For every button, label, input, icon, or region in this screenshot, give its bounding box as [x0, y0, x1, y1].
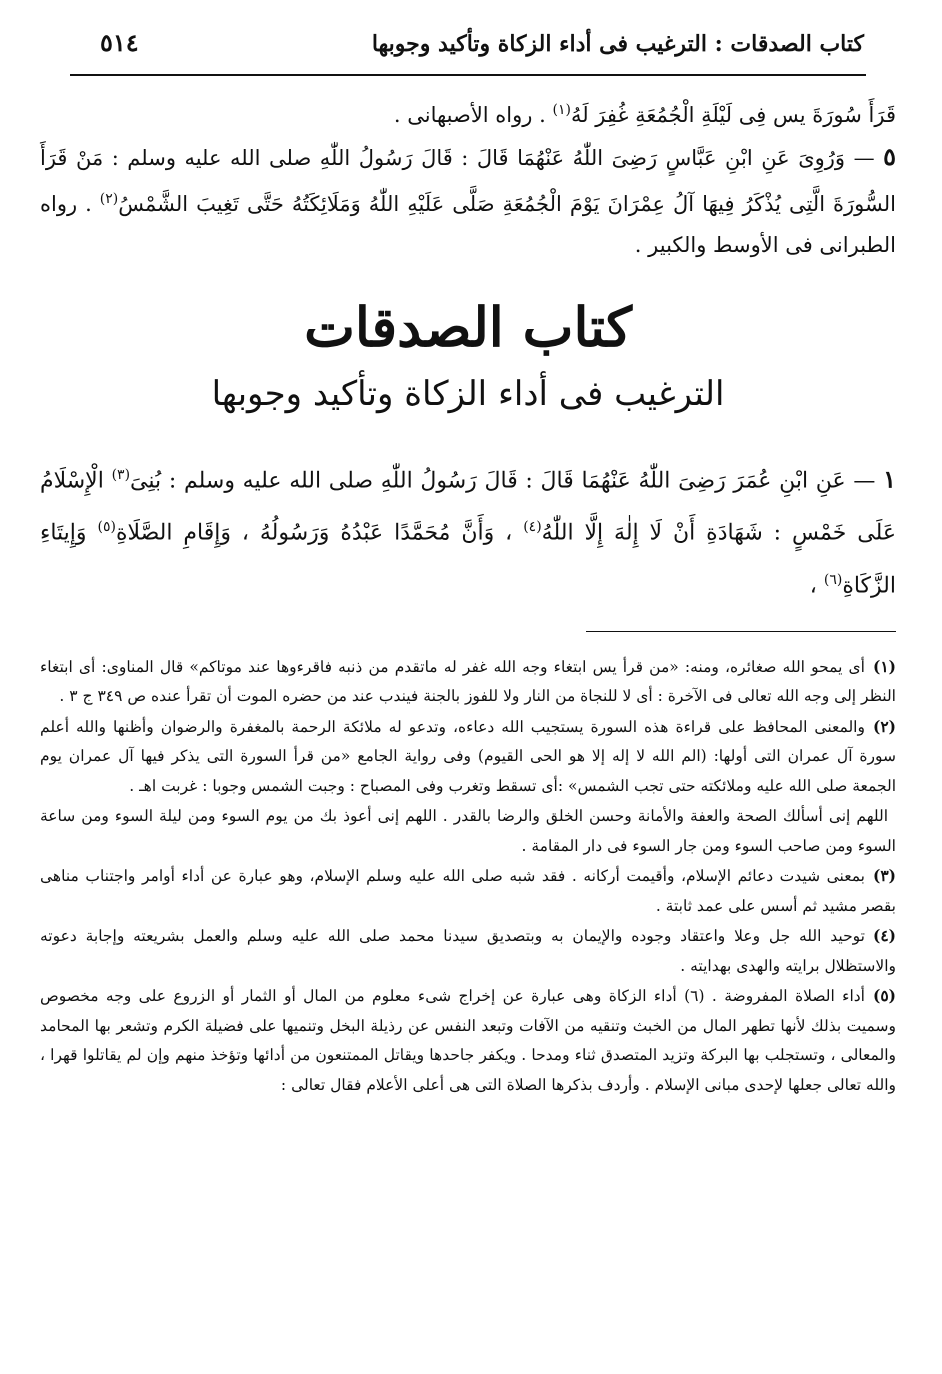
carryover-paragraph: [40, 90, 896, 136]
footnote-ref-3: (٣): [111, 467, 131, 483]
hadith-1-paragraph: [40, 452, 896, 609]
hadith-1-part3: ، وَأَنَّ مُحَمَّدًا عَبْدُهُ وَرَسُولُهُ ، وَإِقَامِ الصَّلَاةِ: [115, 520, 513, 546]
hadith-1-part1: — عَنِ ابْنِ عُمَرَ رَضِىَ اللّٰهُ عَنْهُمَا قَالَ : قَالَ رَسُولُ اللّٰهِ صلى الله عليه وسلم : بُنِىَ: [130, 468, 876, 494]
footnote-rule: [586, 631, 896, 632]
footnote-text: اللهم إنى أسألك الصحة والعفة والأمانة وحسن الخلق والرضا بالقدر . اللهم إنى أعوذ بك من يوم السوء ومن ليلة السوء ومن ساعة السوء ومن صاحب السوء ومن جار السوء فى دار المقامة .: [40, 807, 896, 855]
footnote-ref-6: (٦): [823, 571, 843, 588]
running-head: [40, 28, 896, 74]
hadith-1-part5: ،: [809, 572, 817, 598]
footnote: [40, 861, 896, 921]
footnote-ref-5: (٥): [97, 519, 116, 536]
footnote-key: (٢): [872, 716, 896, 736]
carryover-tail: . رواه الأصبهانى .: [393, 103, 546, 127]
footnote-text: أى يمحو الله صغائره، ومنه: «من قرأ يس ابتغاء وجه الله غفر له ماتقدم من ذنبه فاقرءوها عند موتاكم» قال المناوى: أى ابتغاء النظر إلى وجه الله تعالى فى الآخرة : أى لا للنجاة من النار ولا للفوز بالجنة فيندب عند من حضره الموت أن تقرأ عنده ص ٣٤٩ ج ٣ .: [40, 657, 896, 706]
footnote: [40, 801, 896, 861]
footnote-ref-1: (١): [552, 102, 571, 118]
footnote-ref-2: (٢): [99, 191, 119, 207]
hadith-5-number: ٥: [883, 142, 896, 171]
hadith-5-tail: . رواه الطبرانى فى الأوسط والكبير .: [40, 192, 896, 257]
hadith-1-number: ١: [883, 464, 897, 494]
footnote-text: توحيد الله جل وعلا واعتقاد وجوده والإيمان به وبتصديق سيدنا محمد صلى الله عليه وسلم والعمل بشريعته وإجابة دعوته والاستظلال برايته والهدى بهدايته .: [40, 927, 896, 975]
book-title: كتاب الصدقات: [304, 295, 632, 359]
running-title: كتاب الصدقات : الترغيب فى أداء الزكاة وتأكيد وجوبها: [371, 31, 864, 57]
footnote-text: والمعنى المحافظ على قراءة هذه السورة يستجيب الله دعاءه، وتدعو له ملائكة الرحمة بالمغفرة والرضوان وأظنها والله أعلم سورة آل عمران التى أولها: (الم الله لا إله إلا هو الحى القيوم) وفى رواية الجامع «من قرأ السورة التى يذكر فيها آل عمران يوم الجمعة صلى الله عليه وملائكته حتى تجب الشمس» :أى تسقط وتغرب وفى المصباح : وجبت الشمس وجوبا : غربت اهـ .: [40, 717, 896, 795]
page-number: ٥١٤: [100, 28, 139, 57]
hadith-5-text: — وَرُوِىَ عَنِ ابْنِ عَبَّاسٍ رَضِىَ اللّٰهُ عَنْهُمَا قَالَ : قَالَ رَسُولُ اللّٰهِ صلى الله عليه وسلم : مَنْ قَرَأَ السُّورَةَ الَّتِى يُذْكَرُ فِيهَا آلُ عِمْرَانَ يَوْمَ الْجُمُعَةِ صَلَّى عَلَيْهِ اللّٰهُ وَمَلَائِكَتُهُ حَتَّى تَغِيبَ الشَّمْسُ: [40, 146, 896, 216]
footnote-key: (٣): [872, 866, 896, 886]
carryover-line: قَرَأَ سُورَةَ يس فِى لَيْلَةِ الْجُمُعَةِ غُفِرَ لَهُ: [570, 103, 896, 127]
hadith-1-part4: وَإِيتَاءِ الزَّكَاةِ: [40, 520, 896, 598]
chapter-title: الترغيب فى أداء الزكاة وتأكيد وجوبها: [211, 374, 725, 414]
hadith-1: [40, 452, 896, 609]
footnote: [40, 921, 896, 981]
footnote-key: (٤): [872, 926, 896, 946]
header-rule: [70, 74, 866, 76]
carryover-text: [40, 90, 896, 266]
footnote-key: (٥): [873, 986, 897, 1006]
footnotes: [40, 652, 896, 1101]
hadith-5: [40, 136, 896, 266]
hadith-1-part2: الْإِسْلَامُ عَلَى خَمْسٍ : شَهَادَةِ أَنْ لَا إِلٰهَ إِلَّا اللّٰهُ: [40, 468, 897, 546]
footnote: [40, 652, 896, 712]
footnote-key: (١): [872, 656, 896, 676]
footnote-text: أداء الصلاة المفروضة . (٦) أداء الزكاة وهى عبارة عن إخراج شىء معلوم من المال أو الثمار أو الزروع على وجه مخصوص وسميت بذلك لأنها تطهر المال من الخبث وتنقيه من الآفات وتبعد النفس عن رذيلة البخل وتنميها على فضيلة الكرم وتشعر بها المحامد والمعالى ، وتستجلب بها البركة وتزيد المتصدق ثناء ومدحا . ويكفر جاحدها ويقاتل الممتنعون من أدائها وتؤخذ منهم وإن لم يقاتلوا قهرا ، والله تعالى جعلها لإحدى مبانى الإسلام . وأردف بذكرها الصلاة التى هى أعلى الأعلام فقال تعالى :: [40, 987, 896, 1094]
footnote: [40, 712, 896, 802]
footnote-text: بمعنى شيدت دعائم الإسلام، وأقيمت أركانه . فقد شبه صلى الله عليه وسلم الإسلام، وهو عبارة عن أداء أوامر واجتناب مناهى بقصر مشيد ثم أسس على عمد ثابتة .: [40, 867, 896, 915]
footnote-ref-4: (٤): [523, 519, 542, 536]
footnote: [40, 981, 896, 1100]
